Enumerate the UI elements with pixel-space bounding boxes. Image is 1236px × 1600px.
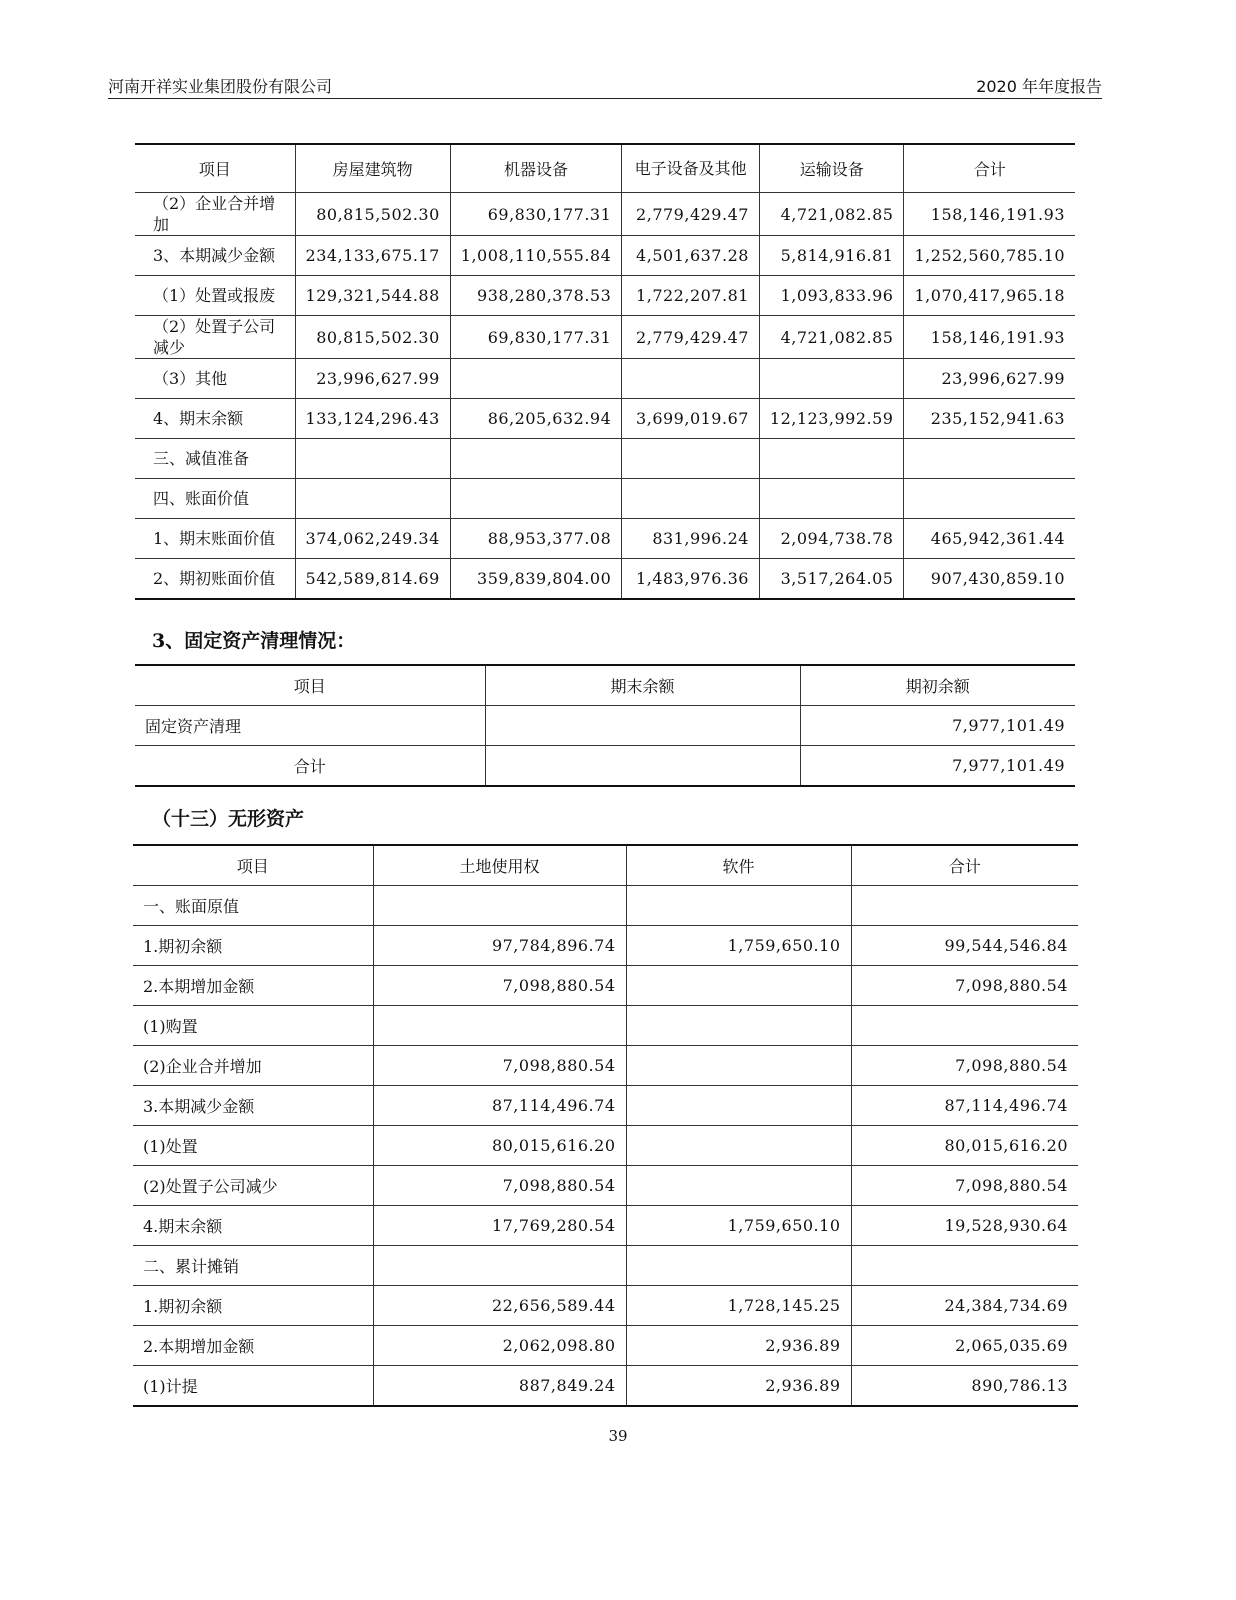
row-label: 4.期末余额 [133,1206,373,1246]
table-row [135,439,1075,479]
row-label: 四、账面价值 [135,479,295,519]
table-row [135,519,1075,559]
table-row [133,1046,1078,1086]
cell-value [450,439,622,479]
col-header: 运输设备 [759,144,904,193]
cell-value: 69,830,177.31 [450,316,622,359]
cell-value: 4,721,082.85 [759,316,904,359]
disposal-table [135,664,1075,787]
fixed-assets-table [135,143,1075,600]
cell-value: 890,786.13 [851,1366,1078,1407]
cell-value: 1,093,833.96 [759,276,904,316]
cell-value [851,1006,1078,1046]
row-label: 合计 [135,746,485,787]
cell-value [904,479,1075,519]
cell-value: 359,839,804.00 [450,559,622,600]
table-row [133,1326,1078,1366]
col-header: 电子设备及其他 [622,144,760,193]
cell-value: 3,517,264.05 [759,559,904,600]
row-label: （3）其他 [135,359,295,399]
table-row [135,276,1075,316]
table-row [133,1286,1078,1326]
row-label: 一、账面原值 [133,886,373,926]
cell-value [373,1006,626,1046]
row-label: 1、期末账面价值 [135,519,295,559]
cell-value [622,479,760,519]
table-row [133,966,1078,1006]
cell-value: 129,321,544.88 [295,276,450,316]
cell-value: 374,062,249.34 [295,519,450,559]
cell-value: 1,070,417,965.18 [904,276,1075,316]
page-number: 39 [608,1427,628,1445]
table-row [133,1006,1078,1046]
cell-value: 2,936.89 [626,1326,851,1366]
row-label: (2)处置子公司减少 [133,1166,373,1206]
cell-value: 88,953,377.08 [450,519,622,559]
col-header: 项目 [135,144,295,193]
table-header-row [135,144,1075,193]
col-header: 房屋建筑物 [295,144,450,193]
cell-value [904,439,1075,479]
cell-value: 7,098,880.54 [373,966,626,1006]
cell-value [626,1006,851,1046]
table-header-row [135,665,1075,706]
cell-value: 1,759,650.10 [626,1206,851,1246]
row-label: 1.期初余额 [133,1286,373,1326]
cell-value [626,1246,851,1286]
cell-value: 2,936.89 [626,1366,851,1407]
table-header-row [133,845,1078,886]
cell-value: 7,098,880.54 [851,966,1078,1006]
cell-value: 7,098,880.54 [851,1166,1078,1206]
table-row [135,193,1075,236]
cell-value: 97,784,896.74 [373,926,626,966]
cell-value [759,439,904,479]
table-row [135,359,1075,399]
row-label: 1.期初余额 [133,926,373,966]
section-title-intangible: （十三）无形资产 [152,808,305,830]
table-row [133,1126,1078,1166]
cell-value: 80,815,502.30 [295,316,450,359]
cell-value: 23,996,627.99 [295,359,450,399]
page-header [108,72,1102,99]
cell-value: 86,205,632.94 [450,399,622,439]
cell-value: 23,996,627.99 [904,359,1075,399]
cell-value: 465,942,361.44 [904,519,1075,559]
cell-value: 887,849.24 [373,1366,626,1407]
cell-value: 1,722,207.81 [622,276,760,316]
row-label: 2.本期增加金额 [133,966,373,1006]
cell-value: 1,008,110,555.84 [450,236,622,276]
cell-value: 17,769,280.54 [373,1206,626,1246]
row-label: (1)计提 [133,1366,373,1407]
table-row [133,1086,1078,1126]
cell-value: 7,098,880.54 [851,1046,1078,1086]
cell-value: 22,656,589.44 [373,1286,626,1326]
report-title: 2020 年年度报告 [976,77,1102,96]
col-header: 机器设备 [450,144,622,193]
cell-value: 24,384,734.69 [851,1286,1078,1326]
row-label: 3.本期减少金额 [133,1086,373,1126]
cell-value [450,359,622,399]
intangible-assets-table [133,844,1078,1407]
row-label: （1）处置或报废 [135,276,295,316]
cell-value: 542,589,814.69 [295,559,450,600]
row-label: (1)处置 [133,1126,373,1166]
table-row [133,1366,1078,1407]
row-label: 2、期初账面价值 [135,559,295,600]
cell-value [626,1086,851,1126]
cell-value [622,359,760,399]
cell-value: 87,114,496.74 [851,1086,1078,1126]
table-row [133,886,1078,926]
cell-value: 158,146,191.93 [904,193,1075,236]
table-row [133,1246,1078,1286]
table-row [135,706,1075,746]
row-label: 2.本期增加金额 [133,1326,373,1366]
cell-value: 80,815,502.30 [295,193,450,236]
cell-value [450,479,622,519]
cell-value: 938,280,378.53 [450,276,622,316]
table-row [135,479,1075,519]
row-label: 3、本期减少金额 [135,236,295,276]
cell-value: 158,146,191.93 [904,316,1075,359]
col-header: 项目 [135,665,485,706]
cell-value [851,1246,1078,1286]
table-row [133,1166,1078,1206]
table-row [133,1206,1078,1246]
cell-value: 2,062,098.80 [373,1326,626,1366]
row-label: 固定资产清理 [135,706,485,746]
row-label: （2）企业合并增加 [135,193,295,236]
cell-value: 2,779,429.47 [622,193,760,236]
cell-value [485,706,800,746]
table-row [135,316,1075,359]
cell-value: 7,977,101.49 [800,706,1075,746]
row-label: （2）处置子公司减少 [135,316,295,359]
row-label: 三、减值准备 [135,439,295,479]
cell-value [626,886,851,926]
cell-value [759,359,904,399]
row-label: (1)购置 [133,1006,373,1046]
row-label: 二、累计摊销 [133,1246,373,1286]
cell-value: 12,123,992.59 [759,399,904,439]
table-row [135,399,1075,439]
col-header: 土地使用权 [373,845,626,886]
cell-value: 2,094,738.78 [759,519,904,559]
cell-value [485,746,800,787]
cell-value: 87,114,496.74 [373,1086,626,1126]
col-header: 期末余额 [485,665,800,706]
cell-value [295,479,450,519]
cell-value: 7,098,880.54 [373,1046,626,1086]
table-row [133,926,1078,966]
col-header: 软件 [626,845,851,886]
col-header: 合计 [904,144,1075,193]
cell-value: 99,544,546.84 [851,926,1078,966]
cell-value: 1,483,976.36 [622,559,760,600]
cell-value [626,1046,851,1086]
cell-value: 5,814,916.81 [759,236,904,276]
cell-value: 2,779,429.47 [622,316,760,359]
cell-value: 831,996.24 [622,519,760,559]
cell-value: 133,124,296.43 [295,399,450,439]
section-title-disposal: 3、固定资产清理情况： [152,630,356,652]
col-header: 项目 [133,845,373,886]
cell-value: 4,501,637.28 [622,236,760,276]
cell-value [295,439,450,479]
cell-value: 7,977,101.49 [800,746,1075,787]
cell-value: 235,152,941.63 [904,399,1075,439]
cell-value: 907,430,859.10 [904,559,1075,600]
cell-value: 1,728,145.25 [626,1286,851,1326]
row-label: (2)企业合并增加 [133,1046,373,1086]
col-header: 合计 [851,845,1078,886]
cell-value [851,886,1078,926]
cell-value: 80,015,616.20 [851,1126,1078,1166]
company-name: 河南开祥实业集团股份有限公司 [108,77,333,96]
cell-value: 69,830,177.31 [450,193,622,236]
cell-value [373,1246,626,1286]
cell-value: 1,759,650.10 [626,926,851,966]
cell-value [626,966,851,1006]
cell-value [759,479,904,519]
row-label: 4、期末余额 [135,399,295,439]
cell-value: 3,699,019.67 [622,399,760,439]
cell-value [622,439,760,479]
col-header: 期初余额 [800,665,1075,706]
cell-value: 4,721,082.85 [759,193,904,236]
table-row [135,559,1075,600]
cell-value: 19,528,930.64 [851,1206,1078,1246]
cell-value: 2,065,035.69 [851,1326,1078,1366]
cell-value: 80,015,616.20 [373,1126,626,1166]
cell-value [373,886,626,926]
cell-value [626,1126,851,1166]
table-row [135,746,1075,787]
table-row [135,236,1075,276]
cell-value: 234,133,675.17 [295,236,450,276]
cell-value: 7,098,880.54 [373,1166,626,1206]
cell-value: 1,252,560,785.10 [904,236,1075,276]
cell-value [626,1166,851,1206]
